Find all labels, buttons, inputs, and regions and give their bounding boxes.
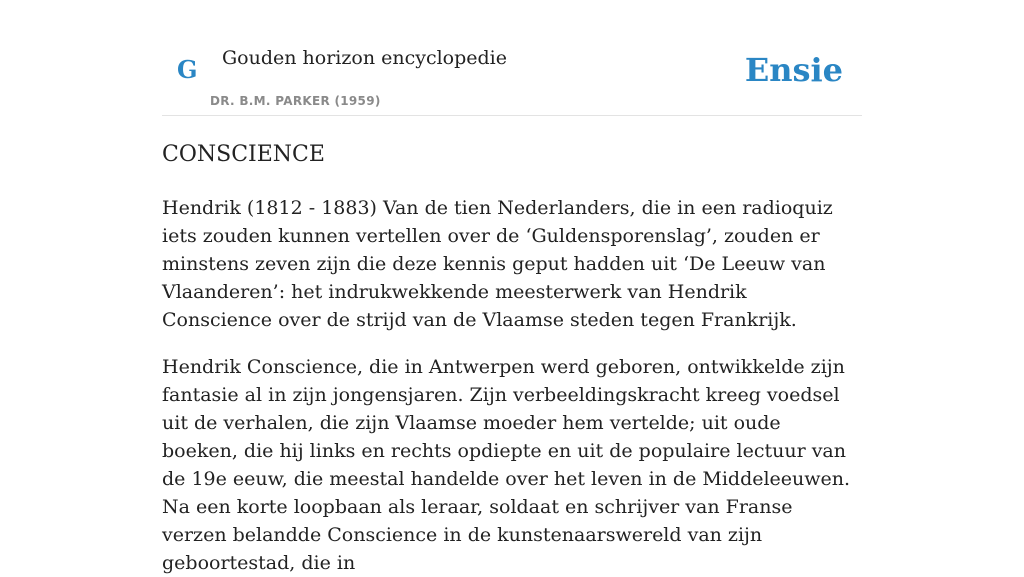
article	[162, 140, 862, 577]
article-paragraph: Hendrik Conscience, die in Antwerpen werd geboren, ontwikkelde zijn fantasie al in zijn jongensjaren. Zijn verbeeldingskracht kreeg voedsel uit de verhalen, die zijn Vlaamse moeder hem vertelde; uit oude boeken, die hij links en rechts opdiepte en uit de populaire lectuur van de 19e eeuw, die meestal handelde over het leven in de Middeleeuwen. Na een korte loopbaan als leraar, soldaat en schrijver van Franse verzen belandde Conscience in de kunstenaarswereld van zijn geboortestad, die in	[162, 356, 851, 574]
ensie-logo[interactable]: Ensie	[744, 51, 843, 89]
book-title-link[interactable]: Gouden horizon encyclopedie	[222, 47, 507, 69]
book-author: DR. B.M. PARKER (1959)	[210, 94, 381, 108]
source-header	[162, 0, 862, 116]
article-paragraph: Hendrik (1812 - 1883) Van de tien Nederlanders, die in een radioquiz iets zouden kunnen vertellen over de ‘Guldensporenslag’, zouden er minstens zeven zijn die deze kennis geput hadden uit ‘De Leeuw van Vlaanderen’: het indrukwekkende meesterwerk van Hendrik Conscience over de strijd van de Vlaamse steden tegen Frankrijk.	[162, 197, 833, 331]
book-logo-icon[interactable]: G	[177, 55, 198, 84]
article-headword: CONSCIENCE	[162, 142, 325, 167]
